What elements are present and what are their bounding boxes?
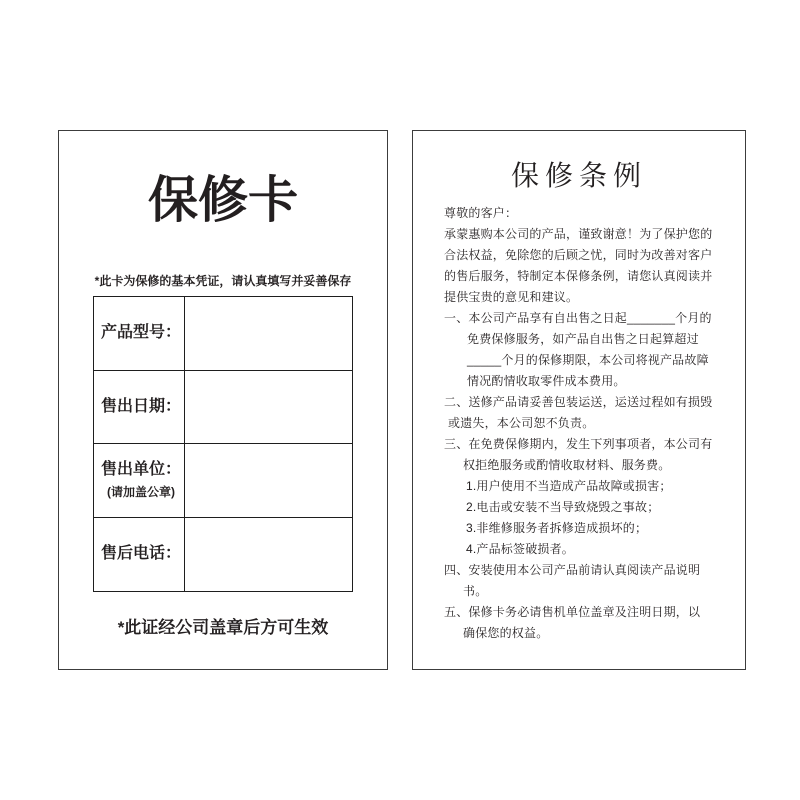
- service-phone-label: 售后电话：: [101, 545, 182, 563]
- terms-clause-4: [444, 560, 740, 602]
- terms-clause-line: 或遗失，本公司恕不负责。: [448, 416, 595, 430]
- field-label-cell: [94, 518, 185, 592]
- terms-clause-line: 二、送修产品请妥善包装运送，运送过程如有损毁: [444, 395, 713, 409]
- terms-intro-line: 合法权益，免除您的后顾之忧，同时为改善对客户: [444, 248, 713, 262]
- field-label-cell: [94, 371, 185, 444]
- sale-date-value-box: [185, 371, 352, 444]
- terms-clause-line: 一、本公司产品享有自出售之日起_______个月的: [444, 311, 712, 325]
- service-phone-value-box: [185, 518, 352, 592]
- terms-clause-line: 情况酌情收取零件成本费用。: [467, 374, 626, 388]
- table-row-seller: [94, 444, 352, 518]
- terms-intro: [444, 224, 740, 308]
- field-label-group: [101, 397, 181, 417]
- terms-clause-3: [444, 434, 740, 560]
- terms-clause-line: 确保您的权益。: [463, 626, 549, 640]
- product-model-value-box: [185, 297, 352, 370]
- terms-body: [444, 203, 740, 644]
- warranty-card-notice: *此卡为保修的基本凭证，请认真填写并妥善保存: [94, 274, 352, 288]
- terms-clause-item: 3.非维修服务者拆修造成损坏的；: [466, 521, 648, 535]
- terms-clause-line: 免费保修服务，如产品自出售之日起算超过: [467, 332, 699, 346]
- terms-card-title: 保修条例: [510, 159, 647, 192]
- terms-clause-5: [444, 602, 740, 644]
- terms-clause-1: [444, 308, 740, 392]
- terms-clause-item: 2.电击或安装不当导致烧毁之事故；: [466, 500, 660, 514]
- terms-intro-line: 承蒙惠购本公司的产品，谨致谢意！为了保护您的: [444, 227, 713, 241]
- table-row-sale-date: [94, 371, 352, 445]
- terms-clause-line: _____个月的保修期限，本公司将视产品故障: [467, 353, 709, 367]
- terms-clause-line: 书。: [463, 584, 488, 598]
- field-label-group: [101, 323, 181, 343]
- terms-greeting: 尊敬的客户：: [444, 206, 518, 220]
- field-label-group: [101, 544, 181, 564]
- terms-clause-item: 4.产品标签破损者。: [466, 542, 575, 556]
- seller-label: 售出单位：: [101, 461, 182, 479]
- product-model-label: 产品型号：: [101, 324, 182, 342]
- warranty-card: [58, 130, 388, 670]
- terms-clause-item: 1.用户使用不当造成产品故障或损害；: [466, 479, 672, 493]
- table-row-product-model: [94, 297, 352, 371]
- sale-date-label: 售出日期：: [101, 397, 182, 415]
- terms-card: [412, 130, 746, 670]
- warranty-info-table: [93, 296, 353, 592]
- table-row-service-phone: [94, 518, 352, 592]
- terms-clause-line: 五、保修卡务必请售机单位盖章及注明日期，以: [444, 605, 701, 619]
- terms-clause-line: 三、在免费保修期内，发生下列事项者，本公司有: [444, 437, 713, 451]
- terms-clause-2: [444, 392, 740, 434]
- terms-clause-line: 四、安装使用本公司产品前请认真阅读产品说明: [444, 563, 701, 577]
- terms-intro-line: 提供宝贵的意见和建议。: [444, 290, 579, 304]
- seller-stamp-hint: (请加盖公章): [107, 485, 175, 500]
- warranty-card-title: 保修卡: [148, 172, 298, 228]
- field-label-cell: [94, 444, 185, 517]
- field-label-cell: [94, 297, 185, 370]
- terms-clause-line: 权拒绝服务或酌情收取材料、服务费。: [463, 458, 671, 472]
- field-label-group: [101, 460, 181, 500]
- seller-value-box: [185, 444, 352, 517]
- warranty-card-footer-note: *此证经公司盖章后方可生效: [117, 618, 329, 637]
- terms-intro-line: 的售后服务，特制定本保修条例，请您认真阅读并: [444, 269, 713, 283]
